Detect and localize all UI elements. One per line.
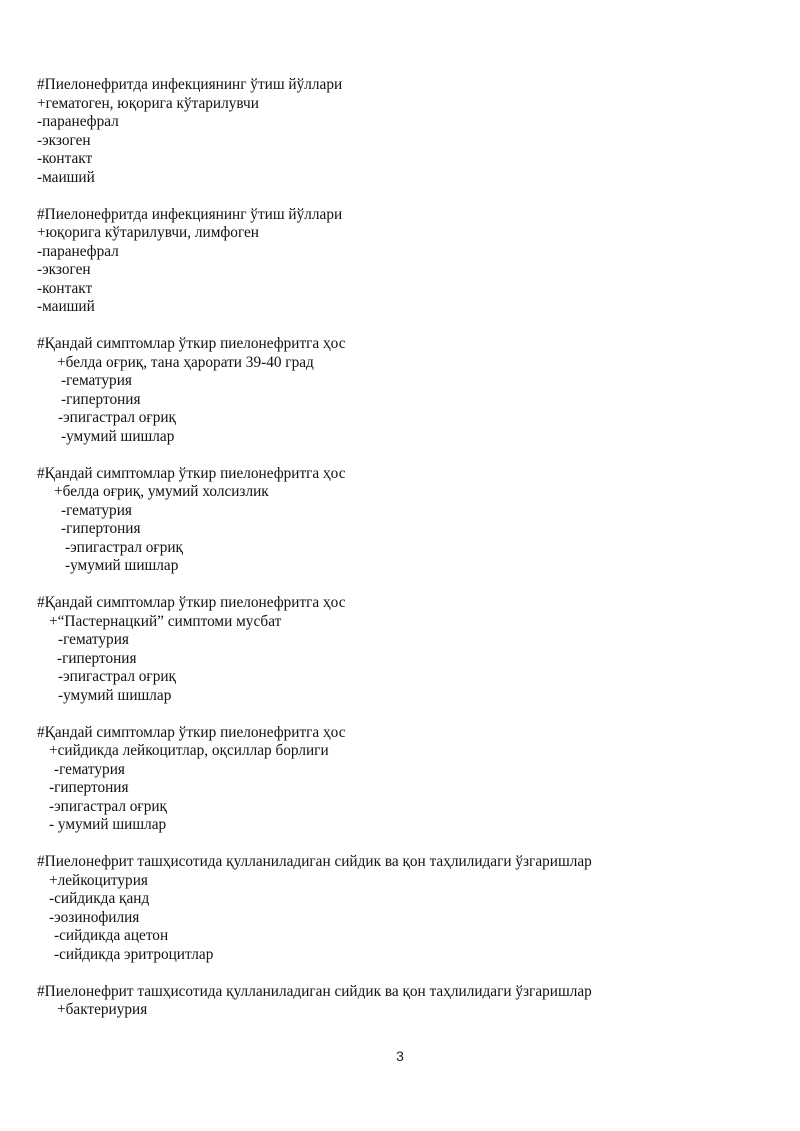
question-text: #Пиелонефрит ташҳисотида қулланиладиган сийдик ва қон таҳлилидаги ўзгаришлар [37, 982, 592, 1000]
answer-option: -гематурия [61, 372, 132, 389]
question-block [37, 853, 767, 964]
answer-option: -сийдикда ацетон [54, 927, 169, 944]
document-body [37, 76, 767, 1038]
answer-option: - умумий шишлар [49, 816, 167, 833]
question-text: #Қандай симптомлар ўткир пиелонефритга ҳос [37, 594, 346, 611]
answer-option: -умумий шишлар [65, 557, 179, 574]
answer-option: -паранефрал [37, 113, 119, 130]
question-text: #Пиелонефритда инфекциянинг ўтиш йўллари [37, 76, 343, 93]
correct-answer: +юқорига кўтарилувчи, лимфоген [37, 224, 259, 241]
correct-answer: +“Пастернацкий” симптоми мусбат [49, 612, 282, 630]
answer-option: -гематурия [61, 501, 132, 519]
answer-option: -контакт [37, 150, 93, 167]
question-text: #Қандай симптомлар ўткир пиелонефритга ҳос [37, 464, 346, 482]
question-text: #Пиелонефритда инфекциянинг ўтиш йўллари [37, 205, 343, 223]
correct-answer: +белда оғриқ, умумий холсизлик [54, 483, 269, 500]
answer-option: -гипертония [61, 390, 141, 408]
answer-option: -сийдикда қанд [49, 890, 150, 907]
page-number: 3 [396, 1048, 404, 1064]
answer-option: -экзоген [37, 261, 91, 278]
answer-option: -умумий шишлар [58, 686, 172, 704]
answer-option: -экзоген [37, 131, 91, 149]
answer-option: -гипертония [49, 779, 129, 796]
answer-option: -эпигастрал оғриқ [49, 797, 167, 815]
answer-option: -эпигастрал оғриқ [65, 538, 183, 556]
answer-option: -маиший [37, 168, 95, 186]
question-block [37, 76, 767, 187]
answer-option: -гематурия [58, 631, 129, 648]
correct-answer: +сийдикда лейкоцитлар, оқсиллар борлиги [49, 742, 329, 759]
question-block [37, 465, 767, 576]
correct-answer: +белда оғриқ, тана ҳарорати 39-40 град [57, 353, 314, 371]
answer-option: -сийдикда эритроцитлар [54, 945, 214, 963]
answer-option: -гипертония [57, 649, 137, 667]
question-block [37, 983, 767, 1020]
correct-answer: +гематоген, юқорига кўтарилувчи [37, 94, 259, 112]
answer-option: -эпигастрал оғриқ [58, 668, 176, 685]
question-text: #Қандай симптомлар ўткир пиелонефритга ҳос [37, 335, 346, 352]
question-text: #Қандай симптомлар ўткир пиелонефритга ҳос [37, 723, 346, 741]
question-text: #Пиелонефрит ташҳисотида қулланиладиган сийдик ва қон таҳлилидаги ўзгаришлар [37, 853, 592, 870]
answer-option: -умумий шишлар [61, 427, 175, 445]
answer-option: -маиший [37, 298, 95, 315]
answer-option: -гипертония [61, 520, 141, 537]
question-block [37, 206, 767, 317]
answer-option: -паранефрал [37, 242, 119, 260]
question-block [37, 724, 767, 835]
question-block [37, 594, 767, 705]
answer-option: -гематурия [54, 760, 125, 778]
correct-answer: +лейкоцитурия [49, 871, 148, 889]
answer-option: -контакт [37, 279, 93, 297]
answer-option: -эозинофилия [49, 908, 140, 926]
answer-option: -эпигастрал оғриқ [58, 409, 176, 426]
correct-answer: +бактериурия [57, 1001, 148, 1018]
question-block [37, 335, 767, 446]
